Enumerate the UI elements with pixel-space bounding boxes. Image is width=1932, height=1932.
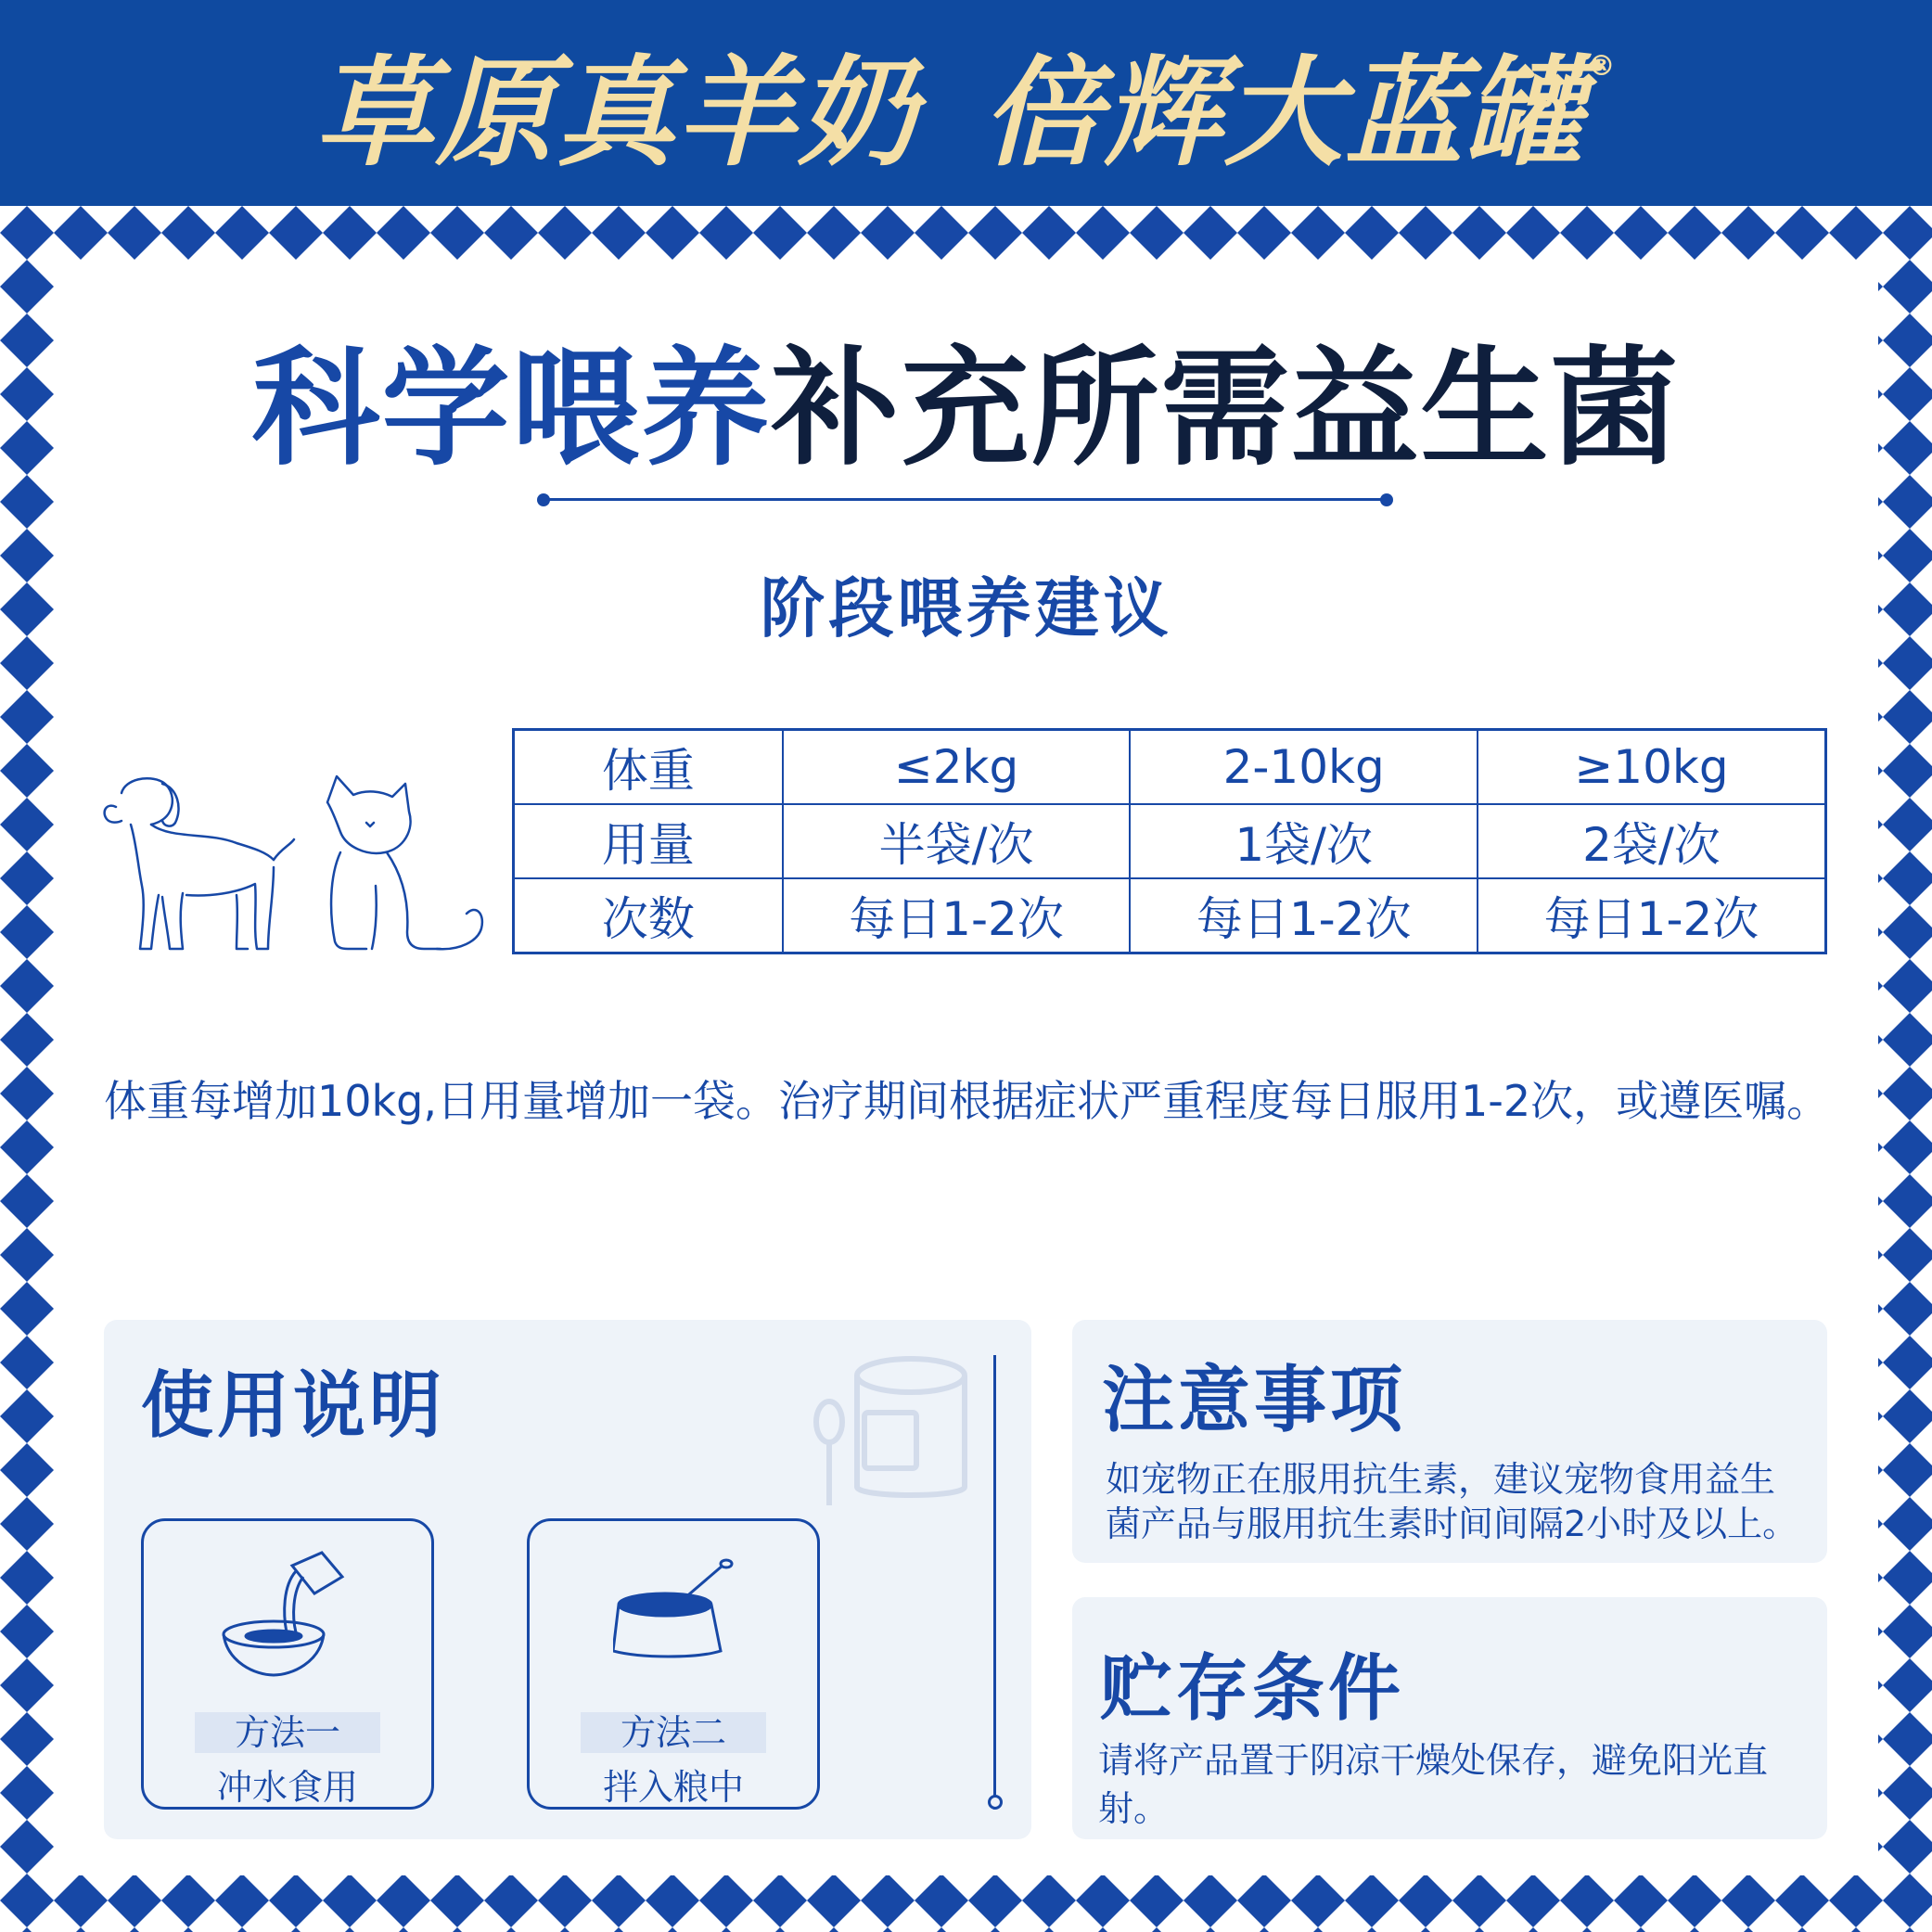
table-cell: 每日1-2次 <box>1478 878 1826 953</box>
headline-part2: 补充所需益生菌 <box>771 334 1681 483</box>
section-subtitle: 阶段喂养建议 <box>760 570 1172 646</box>
table-cell: 体重 <box>514 730 783 805</box>
table-row <box>514 878 1826 953</box>
food-bowl-icon <box>613 1558 734 1670</box>
table-cell: 每日1-2次 <box>783 878 1131 953</box>
method-1-text: 冲水食用 <box>216 1767 358 1808</box>
table-cell: 每日1-2次 <box>1130 878 1478 953</box>
caution-panel <box>1072 1320 1827 1563</box>
table-row <box>514 804 1826 878</box>
page-title <box>0 306 1932 490</box>
method-card-2 <box>527 1518 820 1810</box>
table-cell: 2袋/次 <box>1478 804 1826 878</box>
storage-panel <box>1072 1597 1827 1839</box>
table-cell: ≤2kg <box>783 730 1131 805</box>
table-cell: 半袋/次 <box>783 804 1131 878</box>
dosage-note: 体重每增加10kg,日用量增加一袋。治疗期间根据症状严重程度每日服用1-2次，或遵医嘱。 <box>104 1076 1830 1126</box>
banner-slogan: 草原真羊奶 <box>314 45 918 183</box>
table-row <box>514 730 1826 805</box>
table-cell: 1袋/次 <box>1130 804 1478 878</box>
method-2-text: 拌入粮中 <box>602 1767 744 1808</box>
table-cell: 次数 <box>514 878 783 953</box>
rule-dot-right <box>1380 493 1393 506</box>
vertical-divider <box>993 1355 996 1810</box>
method-1-label: 方法一 <box>195 1712 380 1753</box>
banner-brand: 倍辉大蓝罐 <box>982 45 1586 183</box>
dog-cat-icon <box>97 774 496 960</box>
caution-title: 注意事项 <box>1102 1359 1407 1442</box>
storage-title: 贮存条件 <box>1100 1647 1405 1731</box>
method-2-label: 方法二 <box>581 1712 766 1753</box>
table-cell: 用量 <box>514 804 783 878</box>
caution-text-line1: 如宠物正在服用抗生素，建议宠物食用益生 <box>1106 1459 1776 1500</box>
title-divider <box>541 498 1388 501</box>
caution-text-line2: 菌产品与服用抗生素时间间隔2小时及以上。 <box>1106 1503 1798 1544</box>
table-cell: 2-10kg <box>1130 730 1478 805</box>
dosage-table <box>512 728 1827 954</box>
method-card-1 <box>141 1518 434 1810</box>
bowl-water-icon <box>218 1540 357 1679</box>
milk-can-icon <box>809 1348 976 1515</box>
divider-dot <box>988 1795 1003 1810</box>
headline-part1: 科学喂养 <box>251 334 772 483</box>
banner-title <box>0 0 1932 206</box>
table-cell: ≥10kg <box>1478 730 1826 805</box>
usage-panel <box>104 1320 1031 1839</box>
storage-text: 请将产品置于阴凉干燥处保存，避免阳光直射。 <box>1098 1740 1769 1829</box>
usage-title: 使用说明 <box>141 1364 446 1448</box>
registered-mark: ® <box>1587 49 1618 83</box>
